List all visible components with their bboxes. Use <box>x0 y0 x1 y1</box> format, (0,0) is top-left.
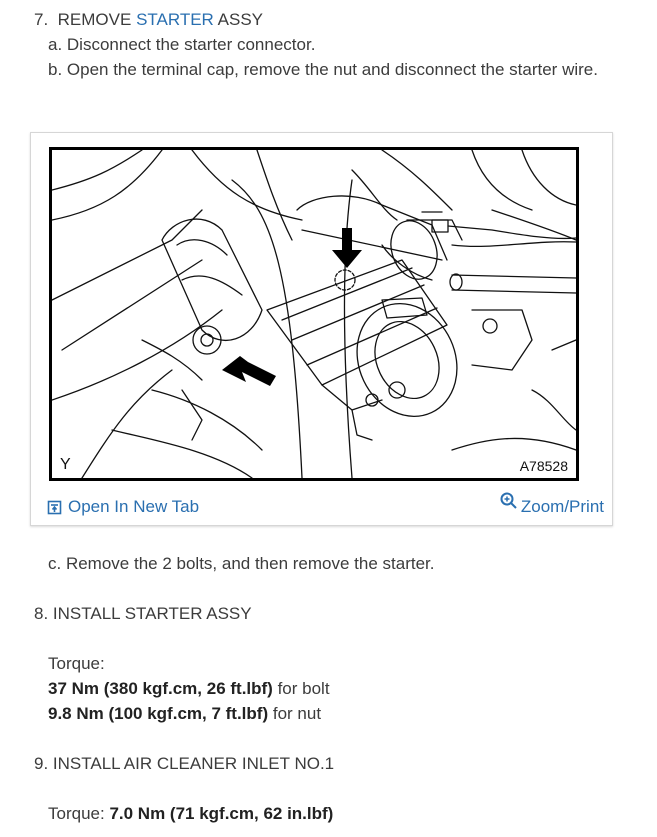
figure-code: A78528 <box>519 458 568 474</box>
step-9-torque-label: Torque: <box>48 804 105 823</box>
step-8-heading: 8. INSTALL STARTER ASSY <box>34 604 252 623</box>
starter-diagram <box>52 150 576 478</box>
figure-view-letter: Y <box>60 456 71 473</box>
figure-card <box>30 132 613 526</box>
step-7-title-prefix: REMOVE <box>57 10 132 29</box>
substep-c: c. Remove the 2 bolts, and then remove the starter. <box>48 554 435 573</box>
step-7-title-suffix: ASSY <box>217 10 263 29</box>
bolt-torque-value: 37 Nm (380 kgf.cm, 26 ft.lbf) <box>48 679 273 698</box>
step-8-bolt-torque <box>48 679 330 699</box>
substep-a: a. Disconnect the starter connector. <box>48 35 316 54</box>
zoom-magnifier-icon <box>499 491 519 511</box>
nut-torque-value: 9.8 Nm (100 kgf.cm, 7 ft.lbf) <box>48 704 269 723</box>
step-9-torque-value: 7.0 Nm (71 kgf.cm, 62 in.lbf) <box>109 804 334 823</box>
step-7-number: 7. <box>34 10 49 29</box>
starter-link[interactable]: STARTER <box>136 10 214 29</box>
zoom-print-label: Zoom/Print <box>520 497 604 516</box>
step-8-torque-label: Torque: <box>48 654 105 673</box>
substep-b: b. Open the terminal cap, remove the nut and disconnect the starter wire. <box>48 60 598 79</box>
bolt-torque-suffix: for bolt <box>277 679 330 698</box>
step-9-heading: 9. INSTALL AIR CLEANER INLET NO.1 <box>34 754 335 773</box>
step-9-torque <box>48 804 333 824</box>
step-8-nut-torque <box>48 704 321 724</box>
open-new-tab-icon <box>47 500 62 515</box>
open-in-new-tab-link[interactable] <box>47 497 199 517</box>
nut-torque-suffix: for nut <box>272 704 322 723</box>
step-7-heading <box>34 10 263 30</box>
starter-illustration[interactable] <box>49 147 579 481</box>
open-in-new-tab-label: Open In New Tab <box>68 497 200 516</box>
zoom-print-link[interactable] <box>499 491 604 517</box>
